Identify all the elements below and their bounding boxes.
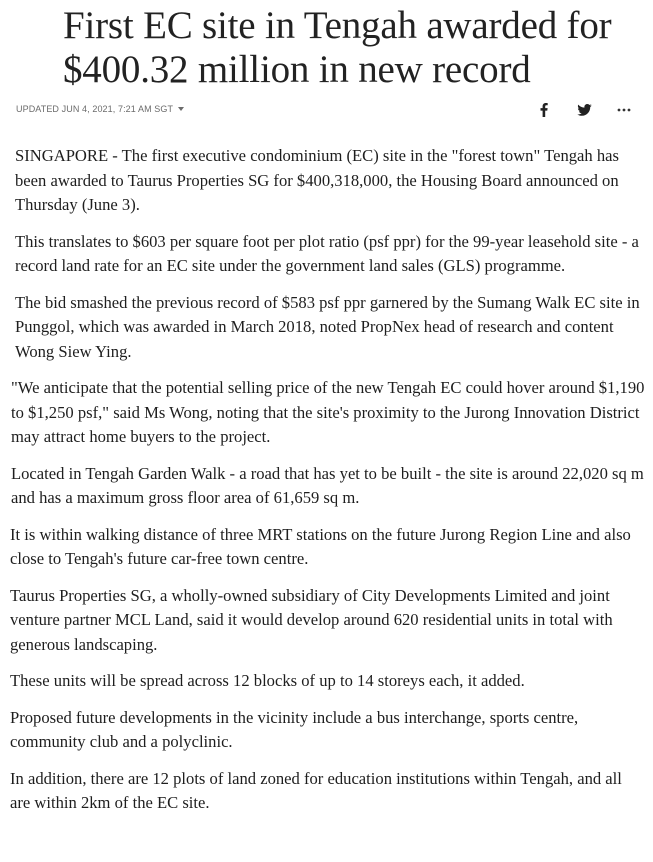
article-paragraph-8: These units will be spread across 12 blocks of up to 14 storeys each, it added. bbox=[10, 671, 525, 690]
article-meta bbox=[16, 98, 644, 122]
article-paragraph-1: SINGAPORE - The first executive condominium (EC) site in the "forest town" Tengah has been awarded to Taurus Properties SG for $400,318,000, the Housing Board announced on Thursday (June 3). bbox=[15, 146, 619, 214]
article-paragraph-7: Taurus Properties SG, a wholly-owned subsidiary of City Developments Limited and joint venture partner MCL Land, said it would develop around 620 residential units in total with generous landscaping. bbox=[10, 585, 613, 654]
share-twitter-button[interactable] bbox=[564, 98, 604, 122]
more-icon bbox=[617, 108, 631, 112]
share-more-button[interactable] bbox=[604, 98, 644, 122]
article-body bbox=[0, 144, 645, 828]
article-paragraph-10: In addition, there are 12 plots of land zoned for education institutions within Tengah, and all are within 2km of the EC site. bbox=[10, 768, 622, 812]
article-paragraph-5: Located in Tengah Garden Walk - a road that has yet to be built - the site is around 22,020 sq m and has a maximum gross floor area of 61,659 sq m. bbox=[11, 463, 644, 507]
article-paragraph-3: The bid smashed the previous record of $583 psf ppr garnered by the Sumang Walk EC site in Punggol, which was awarded in March 2018, noted PropNex head of research and content Wong Siew Ying. bbox=[15, 292, 640, 361]
twitter-icon bbox=[577, 104, 592, 116]
facebook-icon bbox=[540, 103, 548, 117]
share-facebook-button[interactable] bbox=[524, 98, 564, 122]
article-paragraph-4: "We anticipate that the potential selling price of the new Tengah EC could hover around $1,190 to $1,250 psf," said Ms Wong, noting that the site's proximity to the Jurong Innovation District may attract home buyers to the project. bbox=[11, 378, 645, 446]
article-paragraph-6: It is within walking distance of three MRT stations on the future Jurong Region Line and also close to Tengah's future car-free town centre. bbox=[10, 524, 631, 568]
caret-down-icon bbox=[178, 107, 184, 111]
share-toolbar bbox=[524, 98, 644, 122]
updated-timestamp[interactable] bbox=[16, 104, 184, 114]
article-headline: First EC site in Tengah awarded for $400.32 million in new record bbox=[63, 4, 612, 91]
article-paragraph-2: This translates to $603 per square foot per plot ratio (psf ppr) for the 99-year leasehold site - a record land rate for an EC site under the government land sales (GLS) programme. bbox=[15, 231, 639, 275]
article-paragraph-9: Proposed future developments in the vicinity include a bus interchange, sports centre, community club and a polyclinic. bbox=[10, 707, 579, 751]
updated-label: UPDATED JUN 4, 2021, 7:21 AM SGT bbox=[16, 104, 174, 114]
